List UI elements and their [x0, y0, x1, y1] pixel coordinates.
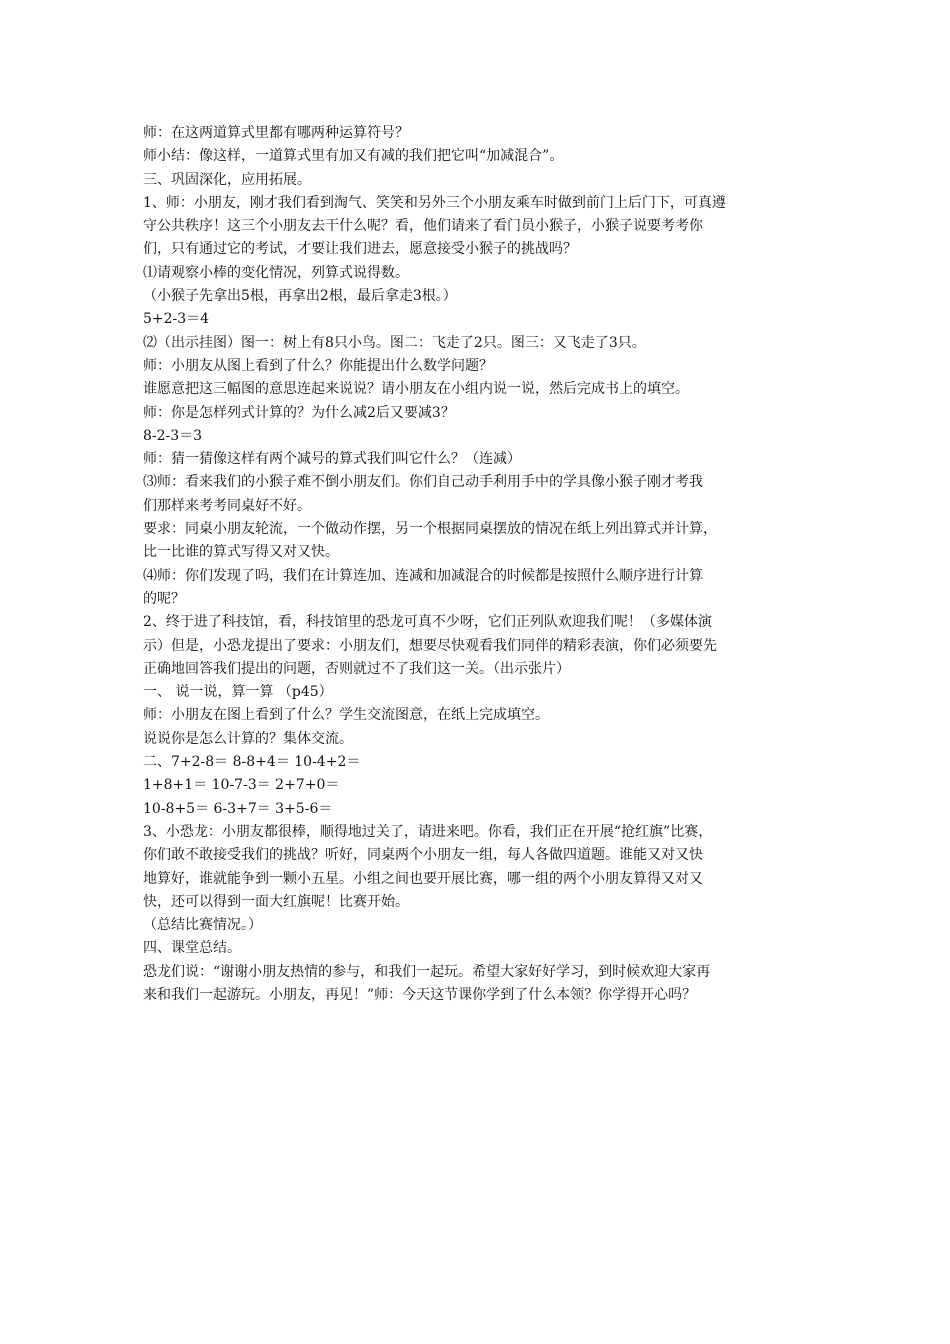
- section-heading: 一、 说一说，算一算 （p45）: [143, 684, 333, 701]
- text-line: 要求：同桌小朋友轮流，一个做动作摆，另一个根据同桌摆放的情况在纸上列出算式并计算，: [143, 521, 717, 538]
- text-line: 的呢？: [143, 590, 185, 607]
- document-body: [143, 122, 809, 1007]
- text-line: 说说你是怎么计算的？集体交流。: [143, 730, 353, 747]
- text-line: 1、师：小朋友，刚才我们看到淘气、笑笑和另外三个小朋友乘车时做到前门上后门下，可真遵: [143, 194, 726, 211]
- section-heading: 四、课堂总结。: [143, 940, 241, 957]
- text-line: 3、小恐龙：小朋友都很棒，顺得地过关了，请进来吧。你看，我们正在开展“抢红旗”比赛，: [143, 823, 713, 840]
- exercise-line: 10-8+5＝ 6-3+7＝ 3+5-6＝: [143, 800, 333, 817]
- exercise-line: 二、7+2-8＝ 8-8+4＝ 10-4+2＝: [143, 754, 361, 771]
- text-line: ⑷师：你们发现了吗，我们在计算连加、连减和加减混合的时候都是按照什么顺序进行计算: [143, 567, 703, 584]
- text-line: 你们敢不敢接受我们的挑战？听好，同桌两个小朋友一组，每人各做四道题。谁能又对又快: [143, 847, 703, 864]
- text-line: 们那样来考考同桌好不好。: [143, 497, 311, 514]
- text-line: ⑵（出示挂图）图一：树上有8只小鸟。图二：飞走了2只。图三：又飞走了3只。: [143, 334, 646, 351]
- equation-line: 5+2-3＝4: [143, 311, 210, 328]
- text-line: 2、终于进了科技馆，看，科技馆里的恐龙可真不少呀，它们正列队欢迎我们呢！（多媒体演: [143, 614, 712, 631]
- text-line: 们，只有通过它的考试，才要让我们进去，愿意接受小猴子的挑战吗？: [143, 241, 577, 258]
- text-line: 地算好，谁就能争到一颗小五星。小组之间也要开展比赛，哪一组的两个小朋友算得又对又: [143, 870, 703, 887]
- text-line: 正确地回答我们提出的问题，否则就过不了我们这一关。（出示张片）: [143, 660, 570, 677]
- text-line: 师：小朋友从图上看到了什么？你能提出什么数学问题？: [143, 357, 493, 374]
- text-line: 比一比谁的算式写得又对又快。: [143, 544, 339, 561]
- text-line: 师：在这两道算式里都有哪两种运算符号？: [143, 125, 409, 141]
- text-line: 恐龙们说：“谢谢小朋友热情的参与，和我们一起玩。希望大家好好学习，到时候欢迎大家再: [143, 963, 711, 980]
- section-heading: 三、巩固深化，应用拓展。: [143, 171, 311, 188]
- text-line: （小猴子先拿出5根，再拿出2根，最后拿走3根。）: [143, 288, 457, 305]
- exercise-line: 1+8+1＝ 10-7-3＝ 2+7+0＝: [143, 777, 340, 794]
- text-line: 师小结：像这样，一道算式里有加又有减的我们把它叫“加减混合”。: [143, 148, 564, 165]
- text-line: 守公共秩序！这三个小朋友去干什么呢？看，他们请来了看门员小猴子，小猴子说要考考你: [143, 218, 703, 235]
- text-line: ⑶师：看来我们的小猴子难不倒小朋友们。你们自己动手利用手中的学具像小猴子刚才考我: [143, 474, 703, 491]
- text-line: 来和我们一起游玩。小朋友，再见！”师：今天这节课你学到了什么本领？你学得开心吗？: [143, 986, 697, 1003]
- text-line: ⑴请观察小棒的变化情况，列算式说得数。: [143, 264, 409, 281]
- text-line: 示）但是，小恐龙提出了要求：小朋友们，想要尽快观看我们同伴的精彩表演，你们必须要先: [143, 637, 717, 654]
- equation-line: 8-2-3＝3: [143, 427, 203, 444]
- text-line: 师：你是怎样列式计算的？为什么减2后又要减3？: [143, 404, 455, 421]
- text-line: 师：小朋友在图上看到了什么？学生交流图意，在纸上完成填空。: [143, 707, 549, 724]
- text-line: 师：猜一猜像这样有两个减号的算式我们叫它什么？（连减）: [143, 451, 521, 468]
- text-line: （总结比赛情况。）: [143, 917, 262, 934]
- text-line: 快，还可以得到一面大红旗呢！比赛开始。: [143, 893, 409, 910]
- text-line: 谁愿意把这三幅图的意思连起来说说？请小朋友在小组内说一说，然后完成书上的填空。: [143, 381, 689, 398]
